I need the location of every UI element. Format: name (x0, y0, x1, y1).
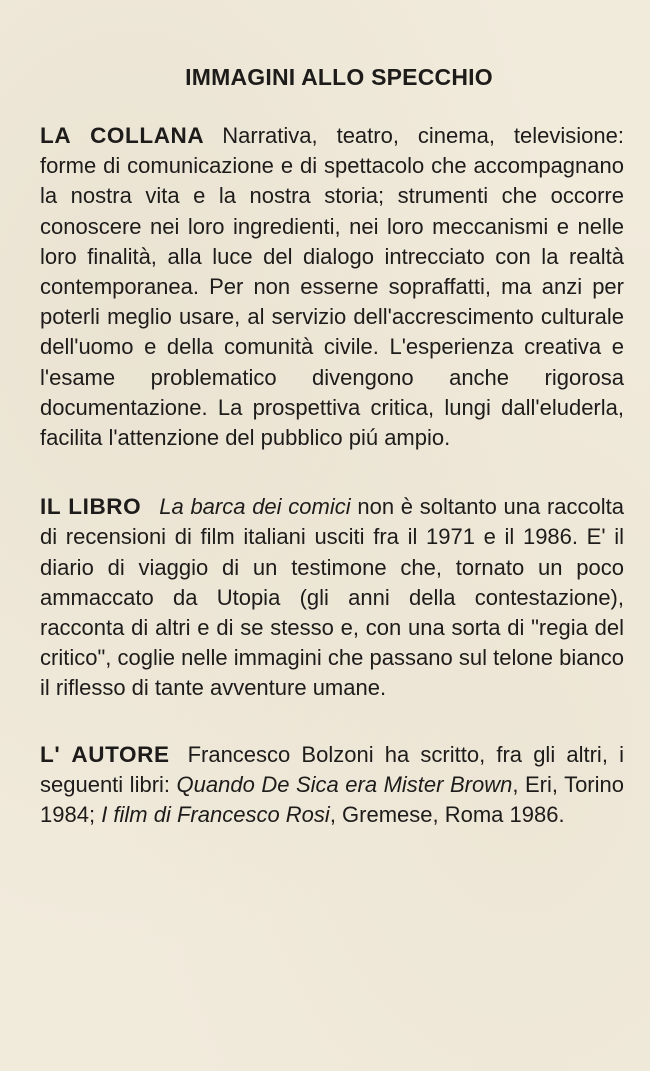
section-collana (40, 121, 624, 453)
series-title: IMMAGINI ALLO SPECCHIO (185, 64, 493, 90)
autore-book1-title: Quando De Sica era Mister Brown (176, 771, 513, 797)
libro-heading: IL LIBRO (40, 494, 142, 520)
collana-heading: LA COLLANA (40, 123, 205, 148)
libro-text: non è soltanto una raccolta di recensioni di film italiani usciti fra il 1971 e il 1986. E' il diario di viaggio di un testimone che, tornato un poco ammaccato da Utopia (gli anni della contestazione), racconta di altri e di se stesso e, con una sorta di "regia del critico", coglie nelle immagini che passano sul telone bianco il riflesso di tante avventure umane. (40, 494, 624, 701)
autore-intro: Francesco Bolzoni ha scritto, fra gli altri, i seguenti libri: (40, 741, 624, 797)
section-libro (40, 492, 624, 703)
libro-book-title: La barca dei comici (159, 494, 351, 520)
collana-text: Narrativa, teatro, cinema, televisione: forme di comunicazione e di spettacolo che accompagnano la nostra vita e la nostra storia; strumenti che occorre conoscere nei loro ingredienti, nei loro meccanismi e nelle loro finalità, alla luce del dialogo intrecciato con la realtà contemporanea. Per non esserne sopraffatti, ma anzi per poterli meglio usare, al servizio dell'accrescimento culturale dell'uomo e della comunità civile. L'esperienza creativa e l'esame problematico divengono anche rigorosa documentazione. La prospettiva critica, lungi dall'eluderla, facilita l'attenzione del pubblico piú ampio. (40, 123, 624, 451)
autore-book1-info: , Eri, Torino 1984; (40, 771, 624, 828)
autore-book2-title: I film di Francesco Rosi (101, 802, 330, 828)
autore-heading: L' AUTORE (40, 741, 170, 767)
autore-book2-info: , Gremese, Roma 1986. (329, 802, 565, 828)
section-autore (40, 740, 624, 831)
